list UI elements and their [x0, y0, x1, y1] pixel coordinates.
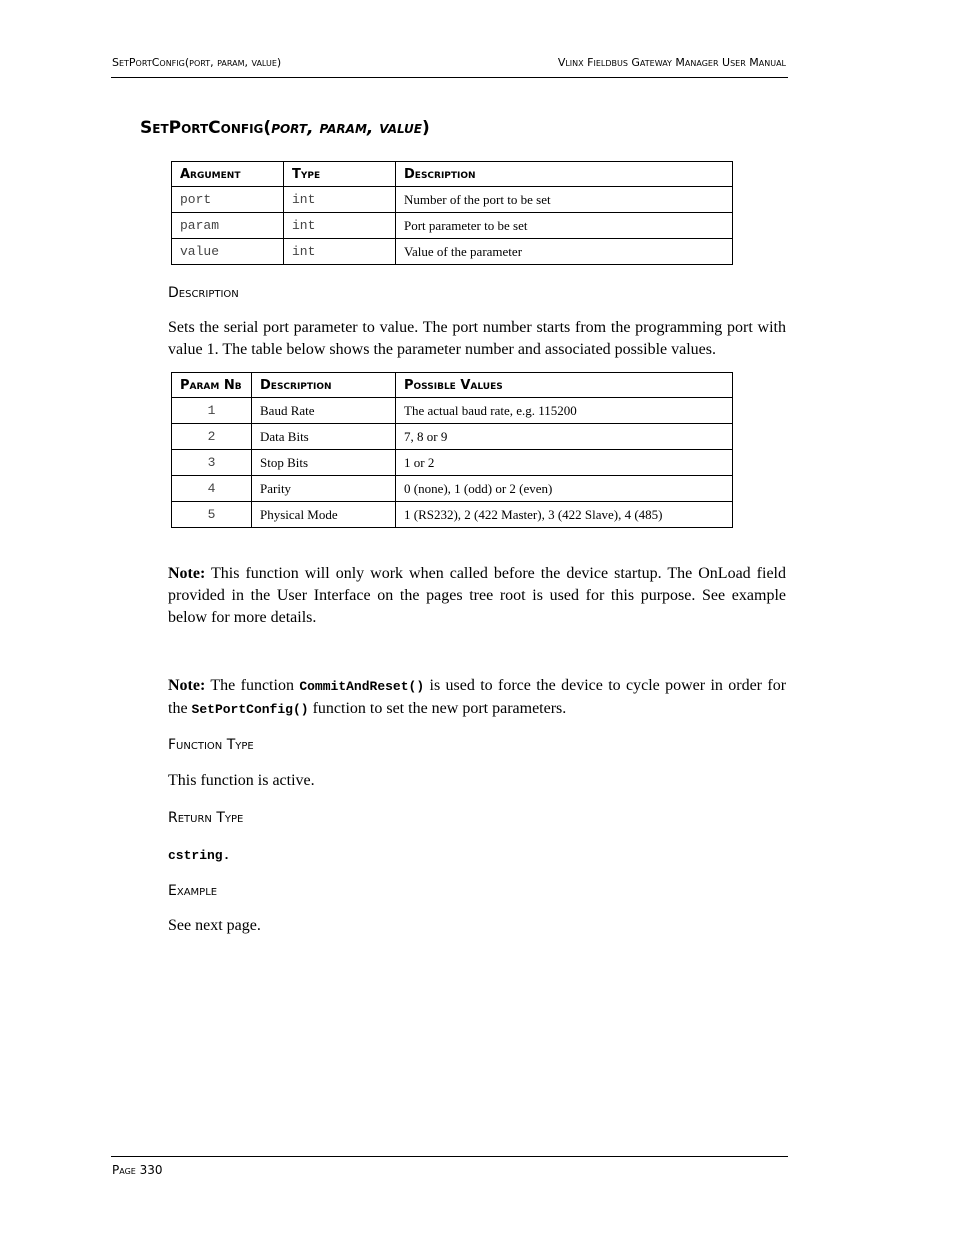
- argument-type: int: [284, 213, 396, 239]
- argument-description: Value of the parameter: [396, 239, 733, 265]
- argument-name: param: [172, 213, 284, 239]
- param-values: 1 (RS232), 2 (422 Master), 3 (422 Slave), 4 (485): [396, 502, 733, 528]
- arguments-table: [171, 161, 733, 265]
- argument-description: Port parameter to be set: [396, 213, 733, 239]
- note-label: Note:: [168, 565, 206, 582]
- argument-name: value: [172, 239, 284, 265]
- argument-description: Number of the port to be set: [396, 187, 733, 213]
- param-description: Stop Bits: [252, 450, 396, 476]
- note-text: This function will only work when called before the device startup. The OnLoad field provided in the User Interface on the pages tree root is used for this purpose. See example below for more details.: [168, 565, 786, 626]
- table-row: [172, 213, 733, 239]
- note-label: Note:: [168, 677, 206, 694]
- table-row: [172, 450, 733, 476]
- note-startup: [168, 563, 786, 629]
- title-function-name: SetPortConfig(: [140, 118, 272, 138]
- table-row: [172, 398, 733, 424]
- argument-type: int: [284, 187, 396, 213]
- parameters-table: [171, 372, 733, 528]
- table-row: [172, 502, 733, 528]
- param-description: Baud Rate: [252, 398, 396, 424]
- param-number: 3: [172, 450, 252, 476]
- table-row: [172, 239, 733, 265]
- note-text-part: is used to force the device to cycle power in order for the: [168, 677, 787, 717]
- inline-code: SetPortConfig(): [191, 702, 309, 717]
- param-number: 5: [172, 502, 252, 528]
- return-type-value: [168, 844, 786, 867]
- function-type-text: This function is active.: [168, 772, 315, 789]
- column-header: Description: [396, 162, 733, 187]
- param-values: 7, 8 or 9: [396, 424, 733, 450]
- function-type-heading: Function Type: [168, 737, 254, 753]
- note-commit-reset: [168, 675, 786, 721]
- description-heading: Description: [168, 285, 239, 301]
- table-header-row: [172, 373, 733, 398]
- example-text: See next page.: [168, 917, 261, 934]
- note-text-part: The function: [210, 677, 294, 694]
- page-title: [140, 118, 430, 138]
- header-divider: [111, 77, 788, 78]
- column-header: Possible Values: [396, 373, 733, 398]
- table-row: [172, 187, 733, 213]
- column-header: Param Nb: [172, 373, 252, 398]
- table-header-row: [172, 162, 733, 187]
- param-number: 1: [172, 398, 252, 424]
- column-header: Description: [252, 373, 396, 398]
- table-row: [172, 424, 733, 450]
- param-description: Parity: [252, 476, 396, 502]
- param-description: Data Bits: [252, 424, 396, 450]
- table-row: [172, 476, 733, 502]
- running-header-left: SetPortConfig(port, param, value): [112, 56, 282, 69]
- note-text-part: function to set the new port parameters.: [312, 700, 567, 717]
- example-heading: Example: [168, 883, 218, 899]
- inline-code: CommitAndReset(): [299, 679, 425, 694]
- param-description: Physical Mode: [252, 502, 396, 528]
- param-number: 4: [172, 476, 252, 502]
- argument-name: port: [172, 187, 284, 213]
- title-close-paren: ): [421, 118, 430, 138]
- param-values: 1 or 2: [396, 450, 733, 476]
- running-header-right: Vlinx Fieldbus Gateway Manager User Manual: [557, 56, 786, 69]
- description-text: Sets the serial port parameter to value. The port number starts from the programming port with value 1. The table below shows the parameter number and associated possible values.: [168, 319, 786, 358]
- return-type-heading: Return Type: [168, 810, 244, 826]
- column-header: Argument: [172, 162, 284, 187]
- param-values: 0 (none), 1 (odd) or 2 (even): [396, 476, 733, 502]
- argument-type: int: [284, 239, 396, 265]
- title-arguments: port, param, value: [271, 118, 422, 138]
- page-number: Page 330: [112, 1163, 163, 1177]
- footer-divider: [111, 1156, 788, 1157]
- return-type-code: cstring.: [168, 848, 231, 863]
- column-header: Type: [284, 162, 396, 187]
- param-values: The actual baud rate, e.g. 115200: [396, 398, 733, 424]
- param-number: 2: [172, 424, 252, 450]
